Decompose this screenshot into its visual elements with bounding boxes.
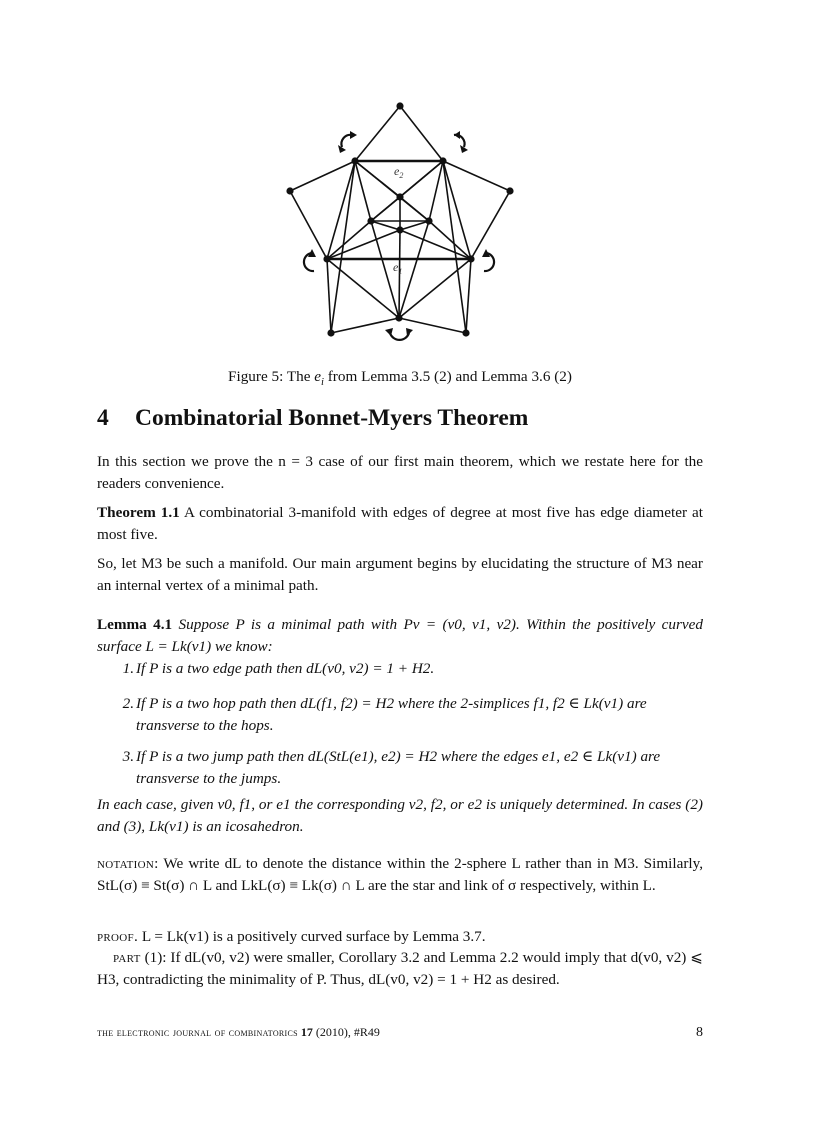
proof-text: L = Lk(v1) is a positively curved surface by Lemma 3.7. <box>141 928 486 945</box>
theorem-text: A combinatorial 3-manifold with edges of degree at most five has edge diameter at most five. <box>97 504 703 543</box>
edge-label-e1: $e_1$ <box>393 260 403 276</box>
page-number: 8 <box>696 1025 703 1040</box>
lemma-item-3: 3. If P is a two jump path then dL(StL(e1), e2) = H2 where the edges e1, e2 ∈ Lk(v1) are transverse to the jumps. <box>122 748 661 787</box>
journal-volume: 17 <box>300 1025 313 1039</box>
lemma-statement: Suppose P is a minimal path with Pv = (v0, v1, v2). Within the positively curved surface L = Lk(v1) we know: <box>97 616 703 655</box>
theorem-1-1 <box>97 502 703 545</box>
figure-caption: Figure 5: The $e_i$ from Lemma 3.5 (2) and Lemma 3.6 (2) <box>228 368 572 389</box>
lemma-item-2: 2. If P is a two hop path then dL(f1, f2) = H2 where the 2-simplices f1, f2 ∈ Lk(v1) are transverse to the hops. <box>122 695 647 734</box>
intro-paragraph: In this section we prove the n = 3 case of our first main theorem, which we restate here for the readers convenience. <box>97 453 703 492</box>
graph-edges <box>290 106 510 333</box>
proof-part-1 <box>97 947 703 990</box>
lemma-closing: In each case, given v0, f1, or e1 the corresponding v2, f2, or e2 is uniquely determined. In cases (2) and (3), Lk(v1) is an icosahedron. <box>97 796 703 835</box>
page-footer <box>97 1022 703 1044</box>
proof-label: proof. <box>97 928 139 945</box>
journal-name: the electronic journal of combinatorics <box>97 1025 298 1039</box>
notation-paragraph <box>97 853 703 896</box>
lemma-label: Lemma 4.1 <box>97 616 173 633</box>
journal-issue: (2010), #R49 <box>312 1025 380 1039</box>
arrow-bottom-icon <box>390 333 409 340</box>
lemma-item-1: 1. If P is a two edge path then dL(v0, v2) = 1 + H2. <box>122 660 435 677</box>
section-number: 4 <box>97 405 109 431</box>
section-title: Combinatorial Bonnet-Myers Theorem <box>135 405 529 431</box>
icosahedron-link-diagram <box>270 95 530 345</box>
part-label: part <box>113 949 141 966</box>
edge-label-e2: $e_2$ <box>394 164 404 180</box>
notation-label: notation: <box>97 855 159 872</box>
paragraph-manifold: So, let M3 be such a manifold. Our main argument begins by elucidating the structure of M3 near an internal vertex of a minimal path. <box>97 555 703 594</box>
theorem-label: Theorem 1.1 <box>97 504 180 521</box>
part-text: (1): If dL(v0, v2) were smaller, Corollary 3.2 and Lemma 2.2 would imply that d(v0, v2) ⩽ H3, contradicting the minimality of P. Thus, dL(v0, v2) = 1 + H2 as desired. <box>97 949 703 988</box>
lemma-4-1 <box>97 614 703 657</box>
section-heading <box>97 403 528 433</box>
notation-text: We write dL to denote the distance within the 2-sphere L rather than in M3. Similarly, StL(σ) ≡ St(σ) ∩ L and LkL(σ) ≡ Lk(σ) ∩ L are the star and link of σ respectively, within L. <box>97 855 703 894</box>
proof-paragraph <box>97 926 703 948</box>
figure-5 <box>270 95 530 352</box>
